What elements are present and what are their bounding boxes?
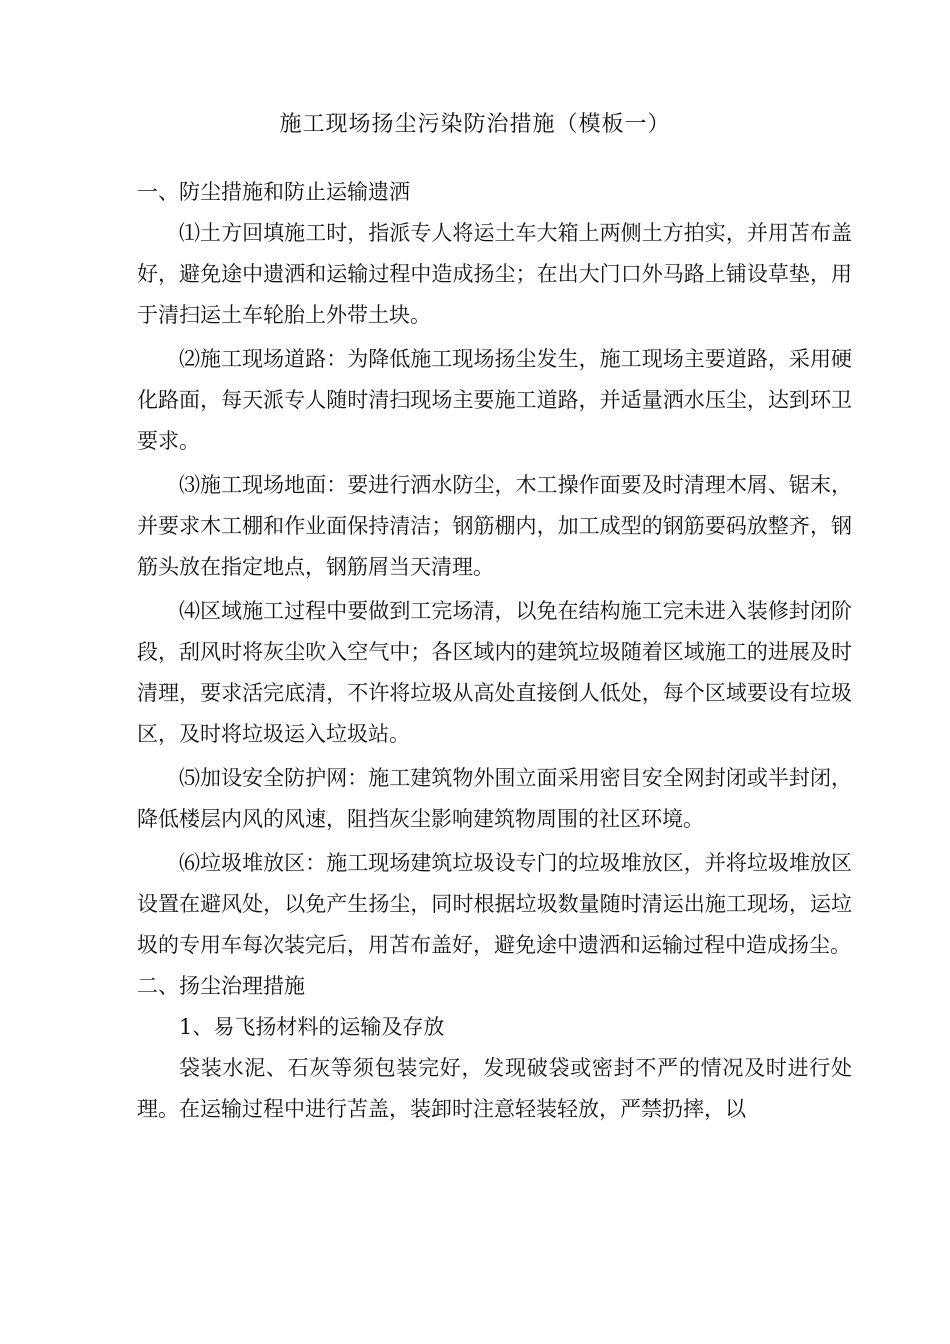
document-body xyxy=(137,172,852,1130)
section-1-item-2: ⑵施工现场道路：为降低施工现场扬尘发生，施工现场主要道路，采用硬化路面，每天派专人随时清扫现场主要施工道路，并适量洒水压尘，达到环卫要求。 xyxy=(137,347,852,453)
section-2-paragraph: 袋装水泥、石灰等须包装完好，发现破袋或密封不严的情况及时进行处理。在运输过程中进行苫盖，装卸时注意轻装轻放，严禁扔摔，以 xyxy=(137,1056,852,1121)
section-1-item-5: ⑸加设安全防护网：施工建筑物外围立面采用密目安全网封闭或半封闭，降低楼层内风的风速，阻挡灰尘影响建筑物周围的社区环境。 xyxy=(137,766,852,831)
section-2-heading: 二、扬尘治理措施 xyxy=(137,974,305,998)
section-1-heading: 一、防尘措施和防止运输遗洒 xyxy=(137,180,410,204)
section-1-item-1: ⑴土方回填施工时，指派专人将运土车大箱上两侧土方拍实，并用苫布盖好，避免途中遗洒和运输过程中造成扬尘；在出大门口外马路上铺设草垫，用于清扫运土车轮胎上外带土块。 xyxy=(137,221,852,327)
section-1-item-4: ⑷区域施工过程中要做到工完场清，以免在结构施工完未进入装修封闭阶段，刮风时将灰尘吹入空气中；各区域内的建筑垃圾随着区域施工的进展及时清理，要求活完底清，不许将垃圾从高处直接倒人低处，每个区域要设有垃圾区，及时将垃圾运入垃圾站。 xyxy=(137,599,852,746)
document-title: 施工现场扬尘污染防治措施（模板一） xyxy=(279,112,671,137)
section-1-item-6: ⑹垃圾堆放区：施工现场建筑垃圾设专门的垃圾堆放区，并将垃圾堆放区设置在避风处，以免产生扬尘，同时根据垃圾数量随时清运出施工现场，运垃圾的专用车每次装完后，用苫布盖好，避免途中遗洒和运输过程中造成扬尘。 xyxy=(137,851,852,957)
section-1-item-3: ⑶施工现场地面：要进行洒水防尘，木工操作面要及时清理木屑、锯末，并要求木工棚和作业面保持清洁；钢筋棚内，加工成型的钢筋要码放整齐，钢筋头放在指定地点，钢筋屑当天清理。 xyxy=(137,473,852,579)
section-2-sub-heading: 1、易飞扬材料的运输及存放 xyxy=(179,1015,445,1039)
